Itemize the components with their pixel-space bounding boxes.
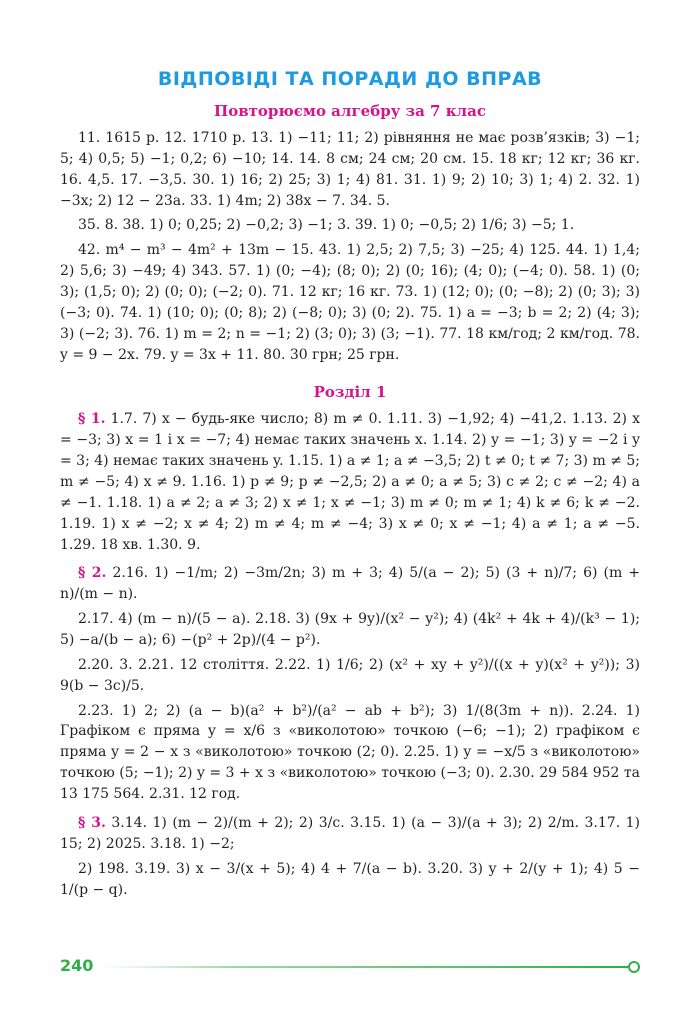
footer-circle-icon: [628, 961, 640, 973]
answers-text: 3.14. 1) (m − 2)/(m + 2); 2) 3/c. 3.15. 1) (a − 3)/(a + 3); 2) 2/m. 3.17. 1) 15; 2) 2025. 3.18. 1) −2;: [60, 814, 641, 852]
section-label-2: § 2.: [78, 565, 107, 582]
answers-paragraph-s2: [60, 563, 640, 605]
answers-paragraph: 2.17. 4) (m − n)/(5 − a). 2.18. 3) (9x + 9y)/(x² − y²); 4) (4k² + 4k + 4)/(k³ − 1); 5) −a/(b − a); 6) −(p² + 2p)/(4 − p²).: [60, 611, 640, 649]
answers-paragraph: 2) 198. 3.19. 3) x − 3/(x + 5); 4) 4 + 7/(a − b). 3.20. 3) y + 2/(y + 1); 4) 5 − 1/(p − q).: [60, 860, 640, 898]
answers-paragraph-s3: [60, 813, 640, 855]
answers-paragraph: 42. m⁴ − m³ − 4m² + 13m − 15. 43. 1) 2,5; 2) 7,5; 3) −25; 4) 125. 44. 1) 1,4; 2) 5,6; 3) −49; 4) 343. 57. 1) (0; −4); (8; 0); 2) (0; 16); (4; 0); (−4; 0). 58. 1) (0; 3); (1,5; 0); 2) (0; 0); (−2; 0). 71. 12 кг; 16 кг. 73. 1) (12; 0); (0; −8); 2) (0; 3); 3) (−3; 0). 74. 1) (10; 0); (0; 8); 2) (−8; 0); 3) (0; 2). 75. 1) a = −3; b = 2; 2) (4; 3); 3) (−2; 3). 76. 1) m = 2; n = −1; 2) (3; 0); 3) (3; −1). 77. 18 км/год; 2 км/год. 78. y = 9 − 2x. 79. y = 3x + 11. 80. 30 грн; 25 грн.: [60, 242, 640, 363]
answers-text: 2.16. 1) −1/m; 2) −3m/2n; 3) m + 3; 4) 5/(a − 2); 5) (3 + n)/7; 6) (m + n)/(m − n).: [60, 565, 640, 603]
answers-page: [60, 60, 640, 904]
answers-text: 1.7. 7) x − будь-яке число; 8) m ≠ 0. 1.11. 3) −1,92; 4) −41,2. 1.13. 2) x = −3; 3) x = 1 і x = −7; 4) немає таких значень x. 1.14. 2) y = −1; 3) y = −2 і y = 3; 4) немає таких значень y. 1.15. 1) a ≠ 1; a ≠ −3,5; 2) t ≠ 0; t ≠ 7; 3) m ≠ 5; m ≠ −5; 4) x ≠ 9. 1.16. 1) p ≠ 9; p ≠ −2,5; 2) a ≠ 0; a ≠ 5; 3) c ≠ 2; c ≠ −2; 4) a ≠ −1. 1.18. 1) a ≠ 2; a ≠ 3; 2) x ≠ 1; x ≠ −1; 3) m ≠ 0; m ≠ 1; 4) k ≠ 6; k ≠ −2. 1.19. 1) x ≠ −2; x ≠ 4; 2) m ≠ 4; m ≠ −4; 3) x ≠ 0; x ≠ −1; 4) a ≠ 1; a ≠ −5. 1.29. 18 хв. 1.30. 9.: [60, 411, 640, 553]
answers-paragraph: 11. 1615 р. 12. 1710 р. 13. 1) −11; 11; 2) рівняння не має розв’язків; 3) −1; 5; 4) 0,5; 5) −1; 0,2; 6) −10; 14. 14. 8 см; 24 см; 20 см. 15. 18 кг; 12 кг; 36 кг. 16. 4,5. 17. −3,5. 30. 1) 16; 2) 25; 3) 1; 4) 81. 31. 1) 9; 2) 10; 3) 1; 4) 2. 32. 1) −3x; 2) 12 − 23a. 33. 1) 4m; 2) 38x − 7. 34. 5.: [60, 130, 640, 209]
answers-paragraph: 35. 8. 38. 1) 0; 0,25; 2) −0,2; 3) −1; 3. 39. 1) 0; −0,5; 2) 1/6; 3) −5; 1.: [78, 217, 575, 234]
page-number: 240: [60, 956, 94, 975]
section-label-3: § 3.: [78, 814, 106, 831]
section-label-1: § 1.: [78, 411, 106, 428]
section-heading-review: Повторюємо алгебру за 7 клас: [214, 102, 486, 120]
footer-rule: [102, 966, 630, 968]
answers-paragraph: 2.23. 1) 2; 2) (a − b)(a² + b²)/(a² − ab + b²); 3) 1/(8(3m + n)). 2.24. 1) Графіком є пряма y = x/6 з «виколотою» точкою (−6; −1); 2) графіком є пряма y = 2 − x з «виколотою» точкою (2; 0). 2.25. 1) y = −x/5 з «виколотою» точкою (5; −1); 2) y = 3 + x з «виколотою» точкою (−3; 0). 2.30. 29 584 952 та 13 175 564. 2.31. 12 год.: [60, 702, 640, 803]
answers-paragraph: 2.20. 3. 2.21. 12 століття. 2.22. 1) 1/6; 2) (x² + xy + y²)/((x + y)(x² + y²)); 3) 9(b − 3c)/5.: [60, 656, 640, 694]
answers-paragraph-s1: [60, 409, 640, 555]
page-footer: [60, 956, 640, 976]
page-title: ВІДПОВІДІ ТА ПОРАДИ ДО ВПРАВ: [157, 68, 543, 90]
section-heading-chapter-1: Розділ 1: [313, 383, 387, 402]
